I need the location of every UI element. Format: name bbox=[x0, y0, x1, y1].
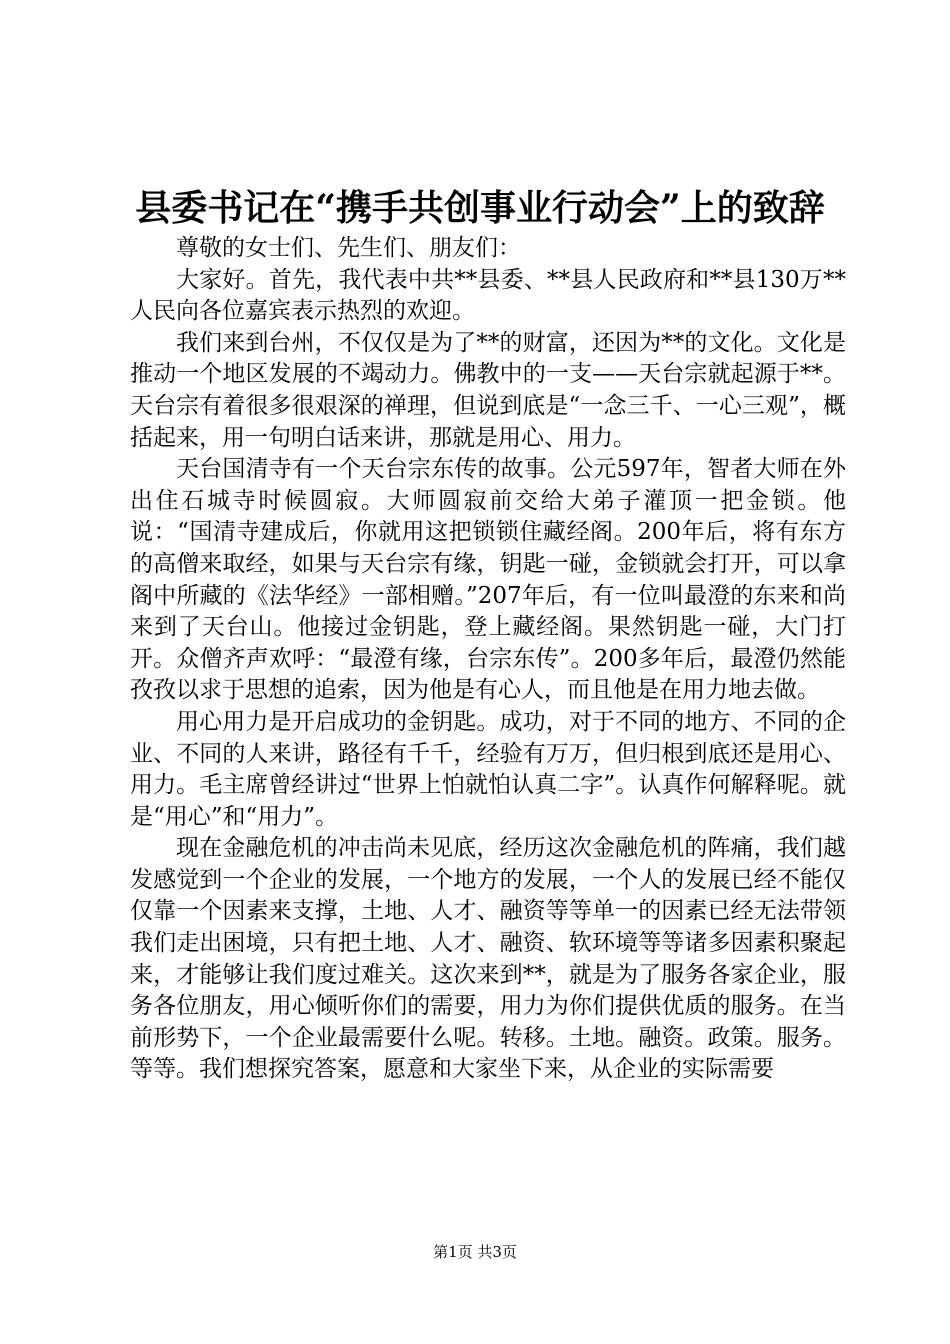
page-indicator: 第1页 共3页 bbox=[433, 1243, 517, 1261]
paragraph-story: 天台国清寺有一个天台宗东传的故事。公元597年，智者大师在外出住石城寺时候圆寂。大师圆寂前交给大弟子灌顶一把金锁。他说：“国清寺建成后，你就用这把锁锁住藏经阁。200年后，将有东方的高僧来取经，如果与天台宗有缘，钥匙一碰，金锁就会打开，可以拿阁中所藏的《法华经》一部相赠。”207年后，有一位叫最澄的东来和尚来到了天台山。他接过金钥匙，登上藏经阁。果然钥匙一碰，大门打开。众僧齐声欢呼：“最澄有缘，台宗东传”。200多年后，最澄仍然能孜孜以求于思想的追索，因为他是有心人，而且他是在用力地去做。 bbox=[130, 456, 846, 704]
document-body bbox=[130, 233, 846, 1086]
paragraph-culture: 我们来到台州，不仅仅是为了**的财富，还因为**的文化。文化是推动一个地区发展的不竭动力。佛教中的一支——天台宗就起源于**。天台宗有着很多很艰深的禅理，但说到底是“一念三千、一心三观”，概括起来，用一句明白话来讲，那就是用心、用力。 bbox=[130, 329, 846, 451]
page-footer bbox=[0, 1242, 950, 1262]
paragraph-financial-crisis: 现在金融危机的冲击尚未见底，经历这次金融危机的阵痛，我们越发感觉到一个企业的发展，一个地方的发展，一个人的发展已经不能仅仅靠一个因素来支撑，土地、人才、融资等等单一的因素已经无法带领我们走出困境，只有把土地、人才、融资、软环境等等诸多因素积聚起来，才能够让我们度过难关。这次来到**，就是为了服务各家企业，服务各位朋友，用心倾听你们的需要，用力为你们提供优质的服务。在当前形势下，一个企业最需要什么呢。转移。土地。融资。政策。服务。等等。我们想探究答案，愿意和大家坐下来，从企业的实际需要 bbox=[130, 835, 846, 1083]
paragraph-welcome: 大家好。首先，我代表中共**县委、**县人民政府和**县130万**人民向各位嘉宾表示热烈的欢迎。 bbox=[130, 266, 846, 325]
document-title: 县委书记在“携手共创事业行动会”上的致辞 bbox=[135, 187, 825, 229]
paragraph-golden-key: 用心用力是开启成功的金钥匙。成功，对于不同的地方、不同的企业、不同的人来讲，路径有千千，经验有万万，但归根到底还是用心、用力。毛主席曾经讲过“世界上怕就怕认真二字”。认真作何解释呢。就是“用心”和“用力”。 bbox=[130, 708, 846, 830]
paragraph-salutation: 尊敬的女士们、先生们、朋友们： bbox=[176, 235, 521, 261]
